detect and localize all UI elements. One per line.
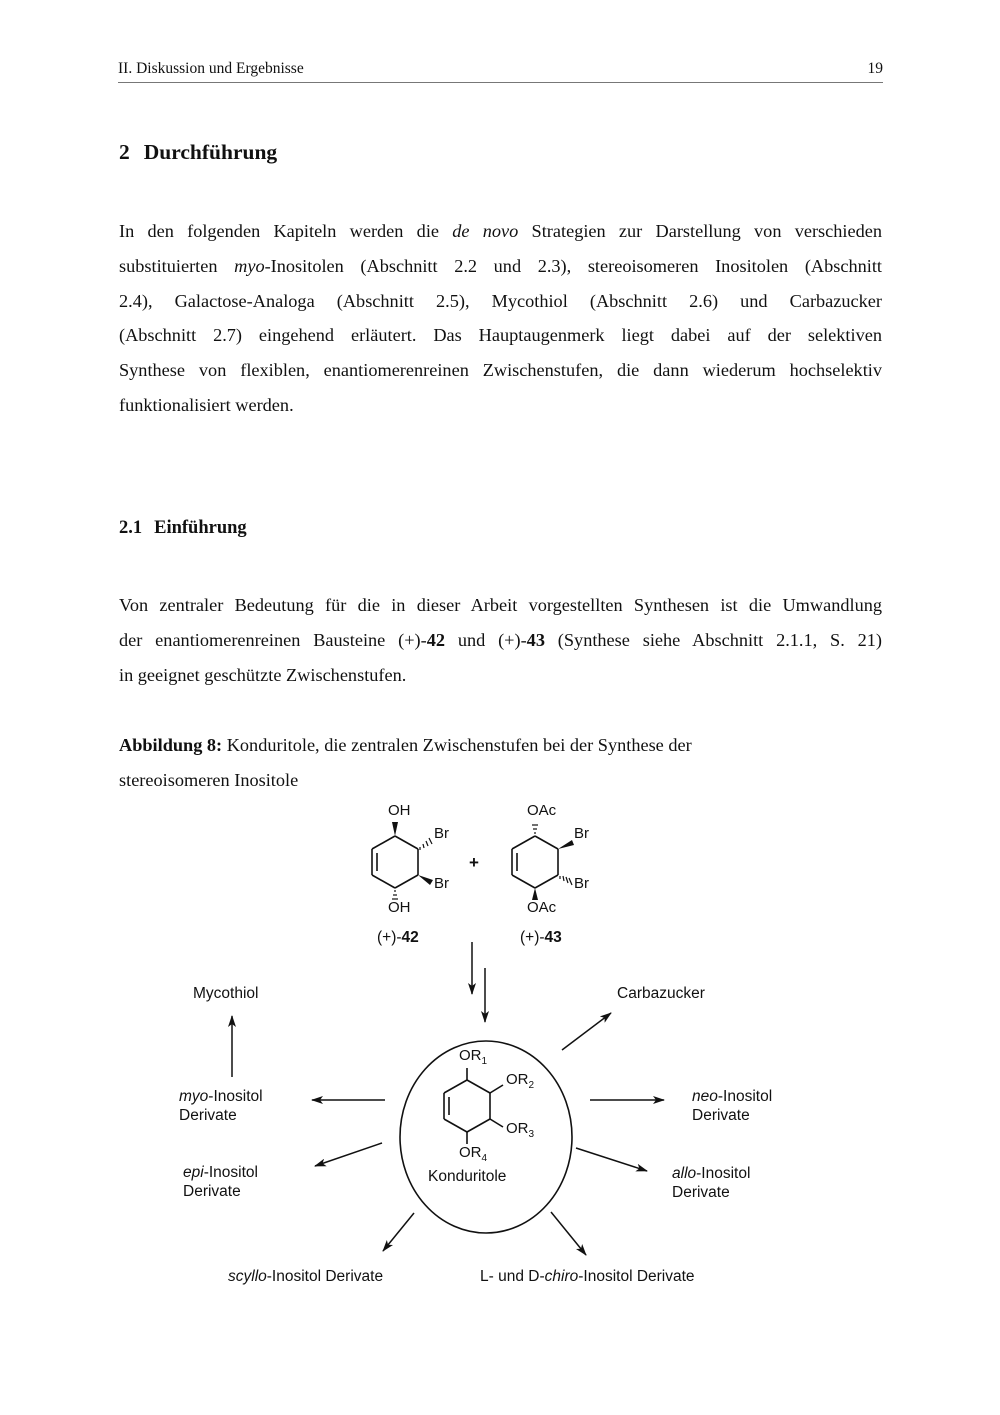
c43-br-top: Br <box>574 825 589 842</box>
c43-bottom-substituent: OAc <box>527 899 557 916</box>
c42-br-bottom: Br <box>434 875 449 892</box>
compound-42-structure <box>372 822 433 899</box>
arrow-to-scyllo <box>383 1213 414 1251</box>
page-number: 19 <box>867 60 883 77</box>
paragraph-line: der enantiomerenreinen Bausteine (+)-42 und (+)-43 (Synthese siehe Abschnitt 2.1.1, S. 21) <box>119 629 882 650</box>
reaction-scheme <box>0 790 1000 1310</box>
myo-inositol-label: myo-Inositol Derivate <box>179 1088 263 1124</box>
scheme-graphics <box>0 790 1000 1310</box>
c42-top-substituent: OH <box>388 802 411 819</box>
subsection-paragraph <box>119 588 882 692</box>
chapter-title: II. Diskussion und Ergebnisse <box>118 60 304 77</box>
figure-label: Abbildung 8: <box>119 735 223 755</box>
subsection-title: Einführung <box>154 518 247 538</box>
paragraph-line: In den folgenden Kapiteln werden die de novo Strategien zur Darstellung von verschieden <box>119 221 882 241</box>
paragraph-line: in geeignet geschützte Zwischenstufen. <box>119 664 407 685</box>
arrow-to-epi <box>315 1143 382 1166</box>
section-number: 2 <box>119 140 130 164</box>
c42-bottom-substituent: OH <box>388 899 411 916</box>
mycothiol-label: Mycothiol <box>193 985 259 1002</box>
or4-label: $OR_4$ <box>459 1144 488 1164</box>
paragraph-line: Von zentraler Bedeutung für die in dieser Arbeit vorgestellten Synthesen ist die Umwandlung <box>119 595 882 615</box>
plus-sign: + <box>469 853 479 872</box>
c42-br-top: Br <box>434 825 449 842</box>
c43-top-substituent: OAc <box>527 802 557 819</box>
paragraph-line: 2.4), Galactose-Analoga (Abschnitt 2.5), Mycothiol (Abschnitt 2.6) und Carbazucker <box>119 290 882 311</box>
compound-43-label: (+)-43 <box>520 929 562 946</box>
compound-43-structure <box>512 825 574 900</box>
figure-caption: Abbildung 8: Konduritole, die zentralen Zwischenstufen bei der Synthese der stereoisomeren Inositole <box>119 735 692 790</box>
konduritole-ellipse <box>400 1041 572 1233</box>
chiro-inositol-label: L- und D-chiro-Inositol Derivate <box>480 1268 695 1285</box>
allo-inositol-label: allo-Inositol Derivate <box>672 1165 751 1201</box>
paragraph-line: Synthese von flexiblen, enantiomerenreinen Zwischenstufen, die dann wiederum hochselektiv <box>119 360 882 381</box>
c43-br-bottom: Br <box>574 875 589 892</box>
paragraph-line: funktionalisiert werden. <box>119 394 294 415</box>
subsection-number: 2.1 <box>119 518 143 538</box>
paragraph-line: (Abschnitt 2.7) eingehend erläutert. Das Hauptaugenmerk liegt dabei auf der selektiven <box>119 325 882 346</box>
subsection-heading <box>119 518 247 539</box>
carbazucker-label: Carbazucker <box>617 985 705 1002</box>
compound-42-label: (+)-42 <box>377 929 419 946</box>
or3-label: $OR_3$ <box>506 1120 535 1140</box>
epi-inositol-label: epi-Inositol Derivate <box>183 1164 258 1200</box>
section-title: Durchführung <box>143 140 278 164</box>
konduritole-label: Konduritole <box>428 1168 507 1185</box>
section-heading <box>119 140 277 165</box>
or1-label: $OR_1$ <box>459 1047 488 1067</box>
scyllo-inositol-label: scyllo-Inositol Derivate <box>228 1268 384 1285</box>
running-header <box>118 60 883 83</box>
arrow-to-chiro <box>551 1212 586 1255</box>
arrow-to-allo <box>576 1148 647 1171</box>
section-paragraph <box>119 214 882 423</box>
or2-label: $OR_2$ <box>506 1071 535 1091</box>
paragraph-line: substituierten myo-Inositolen (Abschnitt 2.2 und 2.3), stereoisomeren Inositolen (Abschnitt <box>119 255 882 276</box>
konduritole-structure <box>444 1068 503 1144</box>
neo-inositol-label: neo-Inositol Derivate <box>692 1088 773 1124</box>
arrow-to-carbazucker <box>562 1013 611 1050</box>
